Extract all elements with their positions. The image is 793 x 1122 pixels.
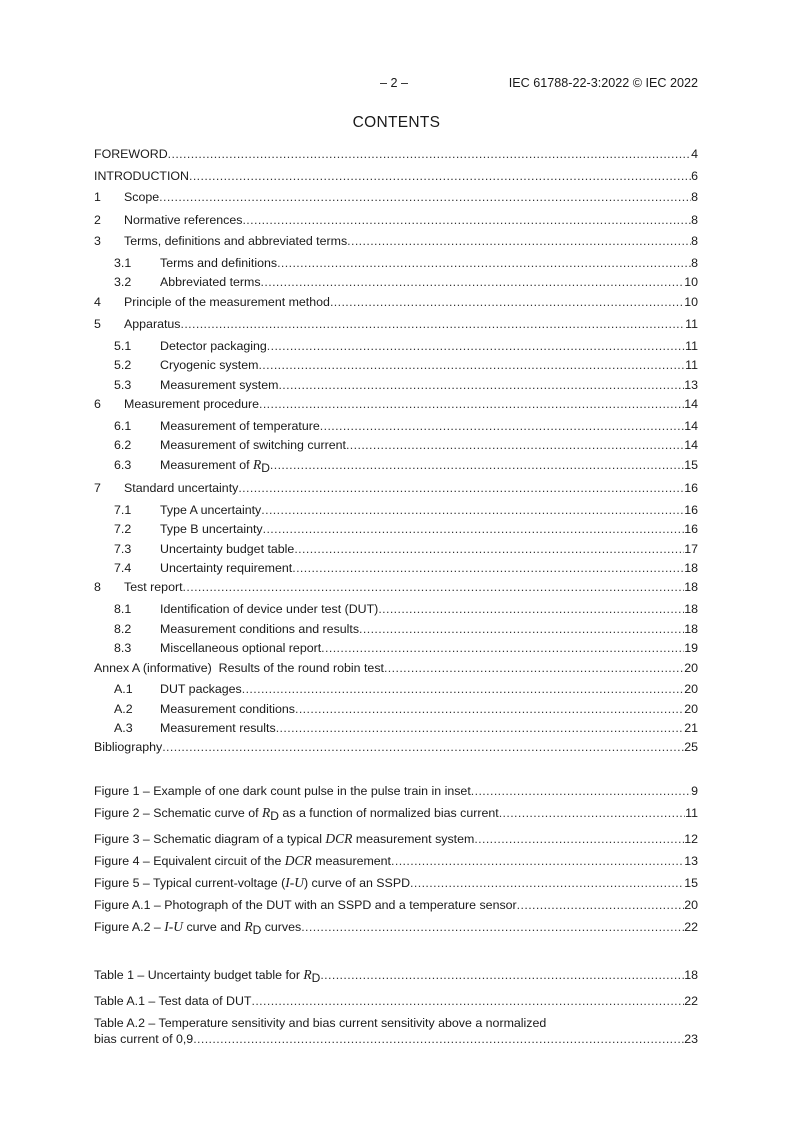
toc-entry-subsection[interactable]: 7.1 Type A uncertainty ..... 16 [94, 502, 698, 518]
list-of-figures-entry[interactable]: Figure 2 – Schematic curve of $R_D$ as a function of normalized bias current ..... 11 [94, 805, 698, 821]
toc-entry-annex[interactable]: Annex A (informative) Results of the round robin test ..... 20 [94, 660, 698, 676]
list-of-tables-entry[interactable]: Table A.2 – Temperature sensitivity and bias current sensitivity above a normalized bias current of 0,9 ..... 23 [94, 1015, 698, 1047]
toc-entry-subsection[interactable]: 5.3 Measurement system ..... 13 [94, 377, 698, 393]
list-of-figures-entry[interactable]: Figure A.2 – I-U curve and $R_D$ curves ..... 22 [94, 919, 698, 935]
toc-entry-subsection[interactable]: 5.2 Cryogenic system ..... 11 [94, 357, 698, 373]
list-of-tables-entry[interactable]: Table A.1 – Test data of DUT ..... 22 [94, 993, 698, 1009]
page-header [0, 76, 793, 92]
document-id: IEC 61788-22-3:2022 © IEC 2022 [508, 76, 698, 90]
toc-entry-subsection[interactable]: 5.1 Detector packaging ..... 11 [94, 338, 698, 354]
toc-entry-section[interactable]: 2 Normative references ..... 8 [94, 212, 698, 228]
list-of-figures-entry[interactable]: Figure 3 – Schematic diagram of a typical DCR measurement system ..... 12 [94, 831, 698, 847]
toc-entry-introduction[interactable]: INTRODUCTION ..... 6 [94, 168, 698, 184]
toc-entry-section[interactable]: 7 Standard uncertainty ..... 16 [94, 480, 698, 496]
page-number: – 2 – [380, 76, 409, 90]
list-of-figures-entry[interactable]: Figure 4 – Equivalent circuit of the DCR measurement ..... 13 [94, 853, 698, 869]
list-of-figures-entry[interactable]: Figure 5 – Typical current-voltage (I-U) curve of an SSPD ..... 15 [94, 875, 698, 891]
toc-entry-section[interactable]: 4 Principle of the measurement method ..... 10 [94, 294, 698, 310]
list-of-tables-entry[interactable]: Table 1 – Uncertainty budget table for $R_D$ ..... 18 [94, 967, 698, 983]
toc-entry-subsection[interactable]: 6.3 Measurement of $R_D$ ..... 15 [94, 457, 698, 473]
page-title: CONTENTS [352, 114, 441, 131]
toc-entry-section[interactable]: 5 Apparatus ..... 11 [94, 316, 698, 332]
toc-entry-subsection[interactable]: 8.1 Identification of device under test (DUT) ..... 18 [94, 601, 698, 617]
list-of-figures-entry[interactable]: Figure 1 – Example of one dark count pulse in the pulse train in inset ..... 9 [94, 783, 698, 799]
toc-entry-bibliography[interactable]: Bibliography ..... 25 [94, 739, 698, 755]
list-of-figures-entry[interactable]: Figure A.1 – Photograph of the DUT with an SSPD and a temperature sensor ..... 20 [94, 897, 698, 913]
toc-entry-subsection[interactable]: 8.3 Miscellaneous optional report ..... 19 [94, 640, 698, 656]
toc-entry-subsection[interactable]: 7.2 Type B uncertainty ..... 16 [94, 521, 698, 537]
toc-entry-subsection[interactable]: 3.2 Abbreviated terms ..... 10 [94, 274, 698, 290]
toc-entry-subsection[interactable]: 8.2 Measurement conditions and results ..... 18 [94, 621, 698, 637]
toc-entry-section[interactable]: 3 Terms, definitions and abbreviated terms ..... 8 [94, 233, 698, 249]
toc-entry-foreword[interactable]: FOREWORD ..... 4 [94, 146, 698, 162]
toc-entry-section[interactable]: 6 Measurement procedure ..... 14 [94, 396, 698, 412]
toc-entry-section[interactable]: 1 Scope ..... 8 [94, 189, 698, 205]
toc-entry-subsection[interactable]: A.3 Measurement results ..... 21 [94, 720, 698, 736]
toc-entry-subsection[interactable]: 7.4 Uncertainty requirement ..... 18 [94, 560, 698, 576]
toc-entry-section[interactable]: 8 Test report ..... 18 [94, 579, 698, 595]
toc-entry-subsection[interactable]: A.1 DUT packages ..... 20 [94, 681, 698, 697]
toc-entry-subsection[interactable]: 7.3 Uncertainty budget table ..... 17 [94, 541, 698, 557]
toc-entry-subsection[interactable]: 3.1 Terms and definitions ..... 8 [94, 255, 698, 271]
toc-entry-subsection[interactable]: 6.1 Measurement of temperature ..... 14 [94, 418, 698, 434]
toc-entry-subsection[interactable]: A.2 Measurement conditions ..... 20 [94, 701, 698, 717]
toc-entry-subsection[interactable]: 6.2 Measurement of switching current ..... 14 [94, 437, 698, 453]
